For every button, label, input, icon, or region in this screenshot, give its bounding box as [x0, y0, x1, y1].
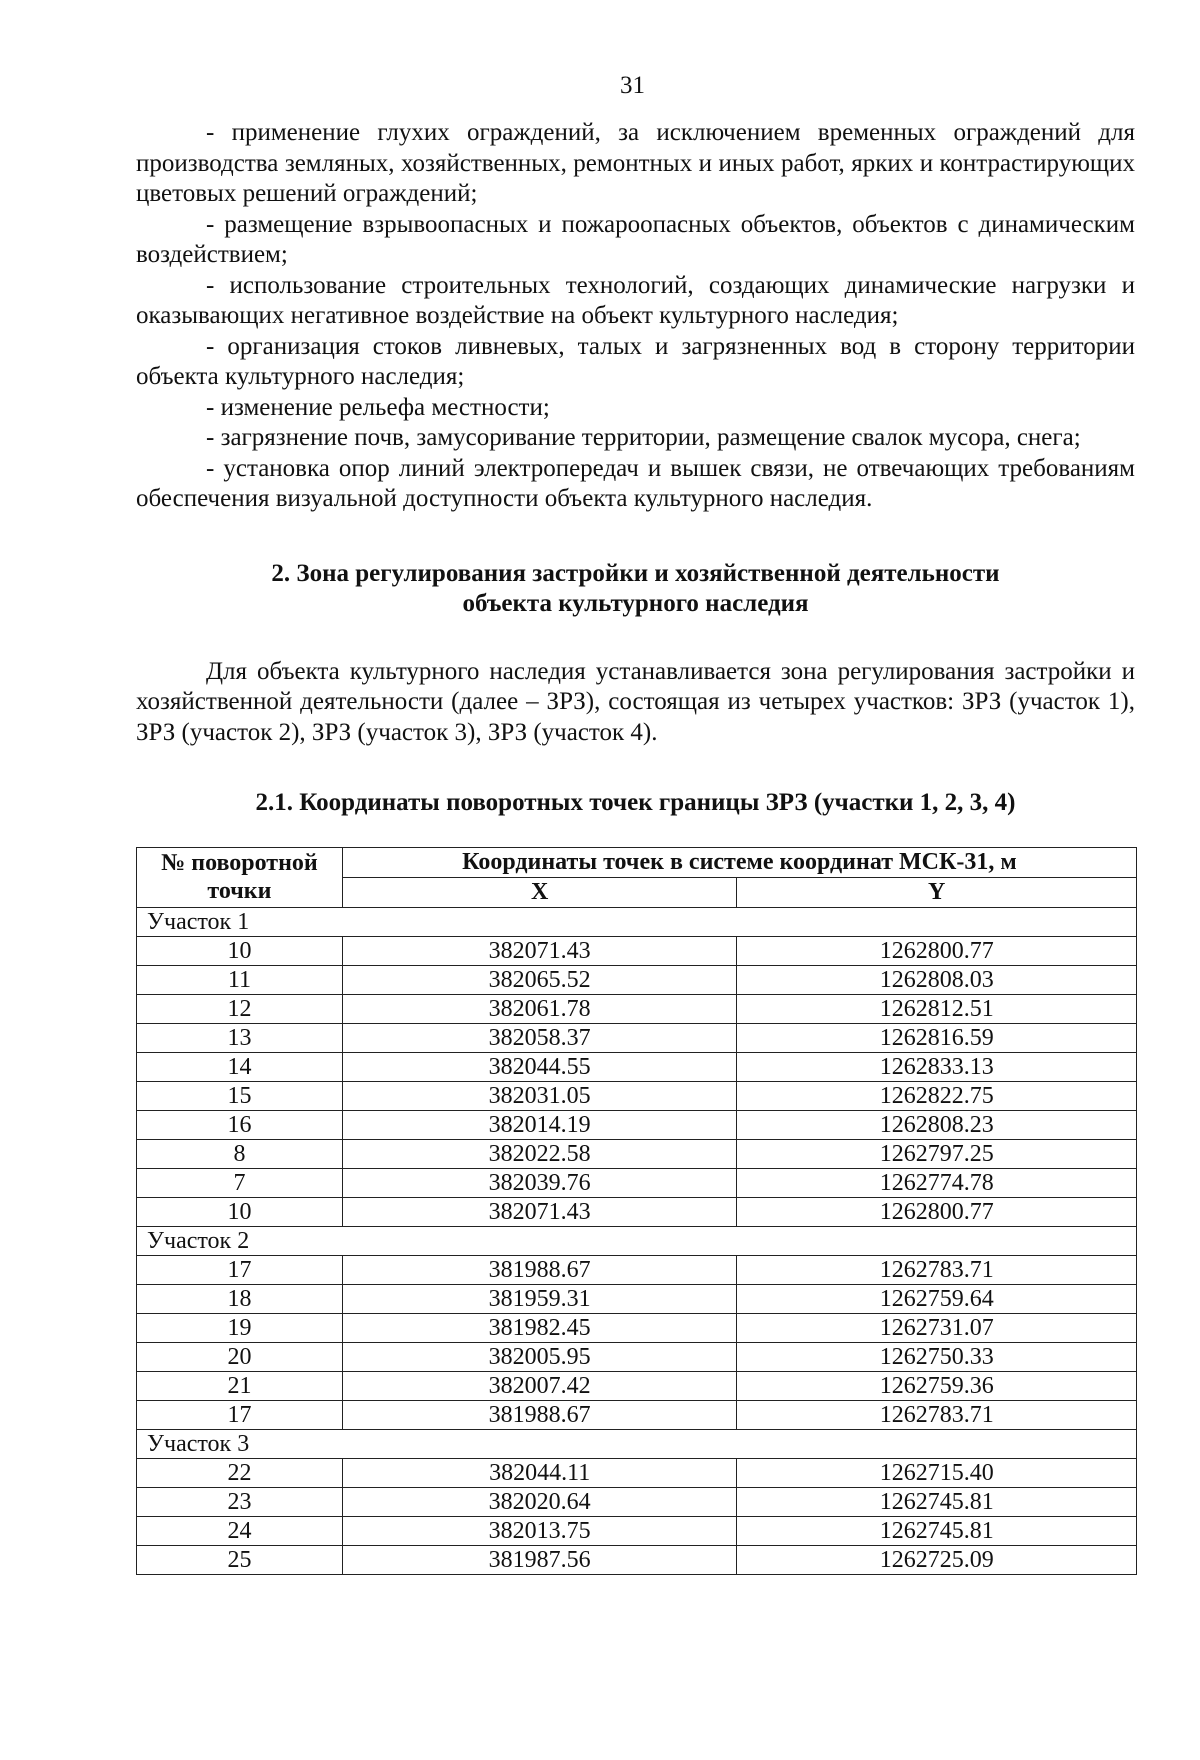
x-coordinate-cell: 382058.37 — [342, 1023, 737, 1052]
table-row — [137, 1110, 1137, 1139]
section-row — [137, 1226, 1137, 1255]
x-coordinate-cell: 382005.95 — [342, 1342, 737, 1371]
table-row — [137, 1168, 1137, 1197]
y-coordinate-cell: 1262725.09 — [737, 1545, 1137, 1574]
table-row — [137, 1197, 1137, 1226]
table-row — [137, 1400, 1137, 1429]
x-coordinate-cell: 381982.45 — [342, 1313, 737, 1342]
table-row — [137, 994, 1137, 1023]
list-item: - организация стоков ливневых, талых и загрязненных вод в сторону территории объекта культурного наследия; — [136, 332, 1135, 390]
point-number-cell: 15 — [137, 1081, 343, 1110]
section-label: Участок 3 — [137, 1429, 1137, 1458]
y-coordinate-cell: 1262783.71 — [737, 1400, 1137, 1429]
point-number-cell: 7 — [137, 1168, 343, 1197]
table-row — [137, 1545, 1137, 1574]
y-coordinate-cell: 1262774.78 — [737, 1168, 1137, 1197]
x-coordinate-cell: 382071.43 — [342, 936, 737, 965]
table-row — [137, 1255, 1137, 1284]
x-coordinate-cell: 381988.67 — [342, 1255, 737, 1284]
table-row — [137, 1023, 1137, 1052]
y-coordinate-cell: 1262759.64 — [737, 1284, 1137, 1313]
list-item: - загрязнение почв, замусоривание территории, размещение свалок мусора, снега; — [206, 424, 1081, 451]
point-number-cell: 16 — [137, 1110, 343, 1139]
table-row — [137, 1284, 1137, 1313]
point-number-cell: 8 — [137, 1139, 343, 1168]
y-coordinate-cell: 1262745.81 — [737, 1516, 1137, 1545]
section-title — [136, 559, 1135, 619]
y-coordinate-cell: 1262731.07 — [737, 1313, 1137, 1342]
table-row — [137, 1487, 1137, 1516]
table-row — [137, 1081, 1137, 1110]
y-coordinate-cell: 1262812.51 — [737, 994, 1137, 1023]
table-title: 2.1. Координаты поворотных точек границы ЗРЗ (участки 1, 2, 3, 4) — [255, 789, 1016, 816]
point-number-cell: 17 — [137, 1255, 343, 1284]
x-coordinate-cell: 382039.76 — [342, 1168, 737, 1197]
point-number-cell: 21 — [137, 1371, 343, 1400]
table-row — [137, 1313, 1137, 1342]
table-row — [137, 936, 1137, 965]
point-number-cell: 25 — [137, 1545, 343, 1574]
section-intro: Для объекта культурного наследия устанавливается зона регулирования застройки и хозяйственной деятельности (далее – ЗРЗ), состоящая из четырех участков: ЗРЗ (участок 1), ЗРЗ (участок 2), ЗРЗ (участок 3), ЗРЗ (участок 4). — [136, 657, 1135, 746]
point-number-cell: 14 — [137, 1052, 343, 1081]
section-label: Участок 1 — [137, 907, 1137, 936]
x-coordinate-cell: 382013.75 — [342, 1516, 737, 1545]
x-coordinate-cell: 382044.55 — [342, 1052, 737, 1081]
point-number-cell: 23 — [137, 1487, 343, 1516]
point-number-cell: 10 — [137, 936, 343, 965]
x-coordinate-cell: 381987.56 — [342, 1545, 737, 1574]
point-number-cell: 24 — [137, 1516, 343, 1545]
y-coordinate-cell: 1262759.36 — [737, 1371, 1137, 1400]
point-number-cell: 13 — [137, 1023, 343, 1052]
y-coordinate-cell: 1262745.81 — [737, 1487, 1137, 1516]
y-coordinate-cell: 1262797.25 — [737, 1139, 1137, 1168]
section-row — [137, 907, 1137, 936]
point-number-cell: 22 — [137, 1458, 343, 1487]
y-coordinate-cell: 1262800.77 — [737, 936, 1137, 965]
y-coordinate-cell: 1262808.03 — [737, 965, 1137, 994]
y-coordinate-cell: 1262816.59 — [737, 1023, 1137, 1052]
list-item: - размещение взрывоопасных и пожароопасных объектов, объектов с динамическим воздействием; — [136, 210, 1135, 268]
table-row — [137, 1516, 1137, 1545]
point-number-cell: 11 — [137, 965, 343, 994]
x-coordinate-cell: 382071.43 — [342, 1197, 737, 1226]
list-item: - применение глухих ограждений, за исключением временных ограждений для производства земляных, хозяйственных, ремонтных и иных работ, ярких и контрастирующих цветовых решений ограждений; — [136, 119, 1135, 207]
x-coordinate-cell: 382044.11 — [342, 1458, 737, 1487]
list-item: - использование строительных технологий, создающих динамические нагрузки и оказывающих негативное воздействие на объект культурного наследия; — [136, 271, 1135, 329]
list-item: - установка опор линий электропередач и вышек связи, не отвечающих требованиям обеспечения визуальной доступности объекта культурного наследия. — [136, 454, 1135, 512]
y-coordinate-cell: 1262750.33 — [737, 1342, 1137, 1371]
header-coordinates: Координаты точек в системе координат МСК-31, м — [342, 847, 1136, 877]
table-row — [137, 1458, 1137, 1487]
x-coordinate-cell: 382007.42 — [342, 1371, 737, 1400]
point-number-cell: 17 — [137, 1400, 343, 1429]
point-number-cell: 10 — [137, 1197, 343, 1226]
section-row — [137, 1429, 1137, 1458]
x-coordinate-cell: 382061.78 — [342, 994, 737, 1023]
table-row — [137, 965, 1137, 994]
header-x: X — [342, 877, 737, 907]
y-coordinate-cell: 1262783.71 — [737, 1255, 1137, 1284]
section-title-line2: объекта культурного наследия — [462, 589, 809, 617]
table-row — [137, 1342, 1137, 1371]
x-coordinate-cell: 382022.58 — [342, 1139, 737, 1168]
x-coordinate-cell: 382020.64 — [342, 1487, 737, 1516]
y-coordinate-cell: 1262808.23 — [737, 1110, 1137, 1139]
document-body — [136, 118, 1135, 1575]
point-number-cell: 12 — [137, 994, 343, 1023]
table-row — [137, 1139, 1137, 1168]
table-row — [137, 1052, 1137, 1081]
header-point-line2: точки — [207, 878, 272, 904]
point-number-cell: 18 — [137, 1284, 343, 1313]
header-point-number — [137, 847, 343, 907]
x-coordinate-cell: 382065.52 — [342, 965, 737, 994]
point-number-cell: 19 — [137, 1313, 343, 1342]
coordinates-table — [136, 847, 1137, 1575]
x-coordinate-cell: 381959.31 — [342, 1284, 737, 1313]
table-row — [137, 1371, 1137, 1400]
header-point-line1: № поворотной — [161, 850, 318, 876]
point-number-cell: 20 — [137, 1342, 343, 1371]
x-coordinate-cell: 382031.05 — [342, 1081, 737, 1110]
y-coordinate-cell: 1262833.13 — [737, 1052, 1137, 1081]
y-coordinate-cell: 1262800.77 — [737, 1197, 1137, 1226]
list-item: - изменение рельефа местности; — [206, 393, 550, 421]
section-title-line1: 2. Зона регулирования застройки и хозяйственной деятельности — [271, 559, 1000, 587]
header-y: Y — [737, 877, 1137, 907]
y-coordinate-cell: 1262822.75 — [737, 1081, 1137, 1110]
section-label: Участок 2 — [137, 1226, 1137, 1255]
y-coordinate-cell: 1262715.40 — [737, 1458, 1137, 1487]
x-coordinate-cell: 381988.67 — [342, 1400, 737, 1429]
page-number: 31 — [620, 72, 645, 99]
table-body — [137, 907, 1137, 1574]
x-coordinate-cell: 382014.19 — [342, 1110, 737, 1139]
restrictions-list — [136, 118, 1135, 515]
